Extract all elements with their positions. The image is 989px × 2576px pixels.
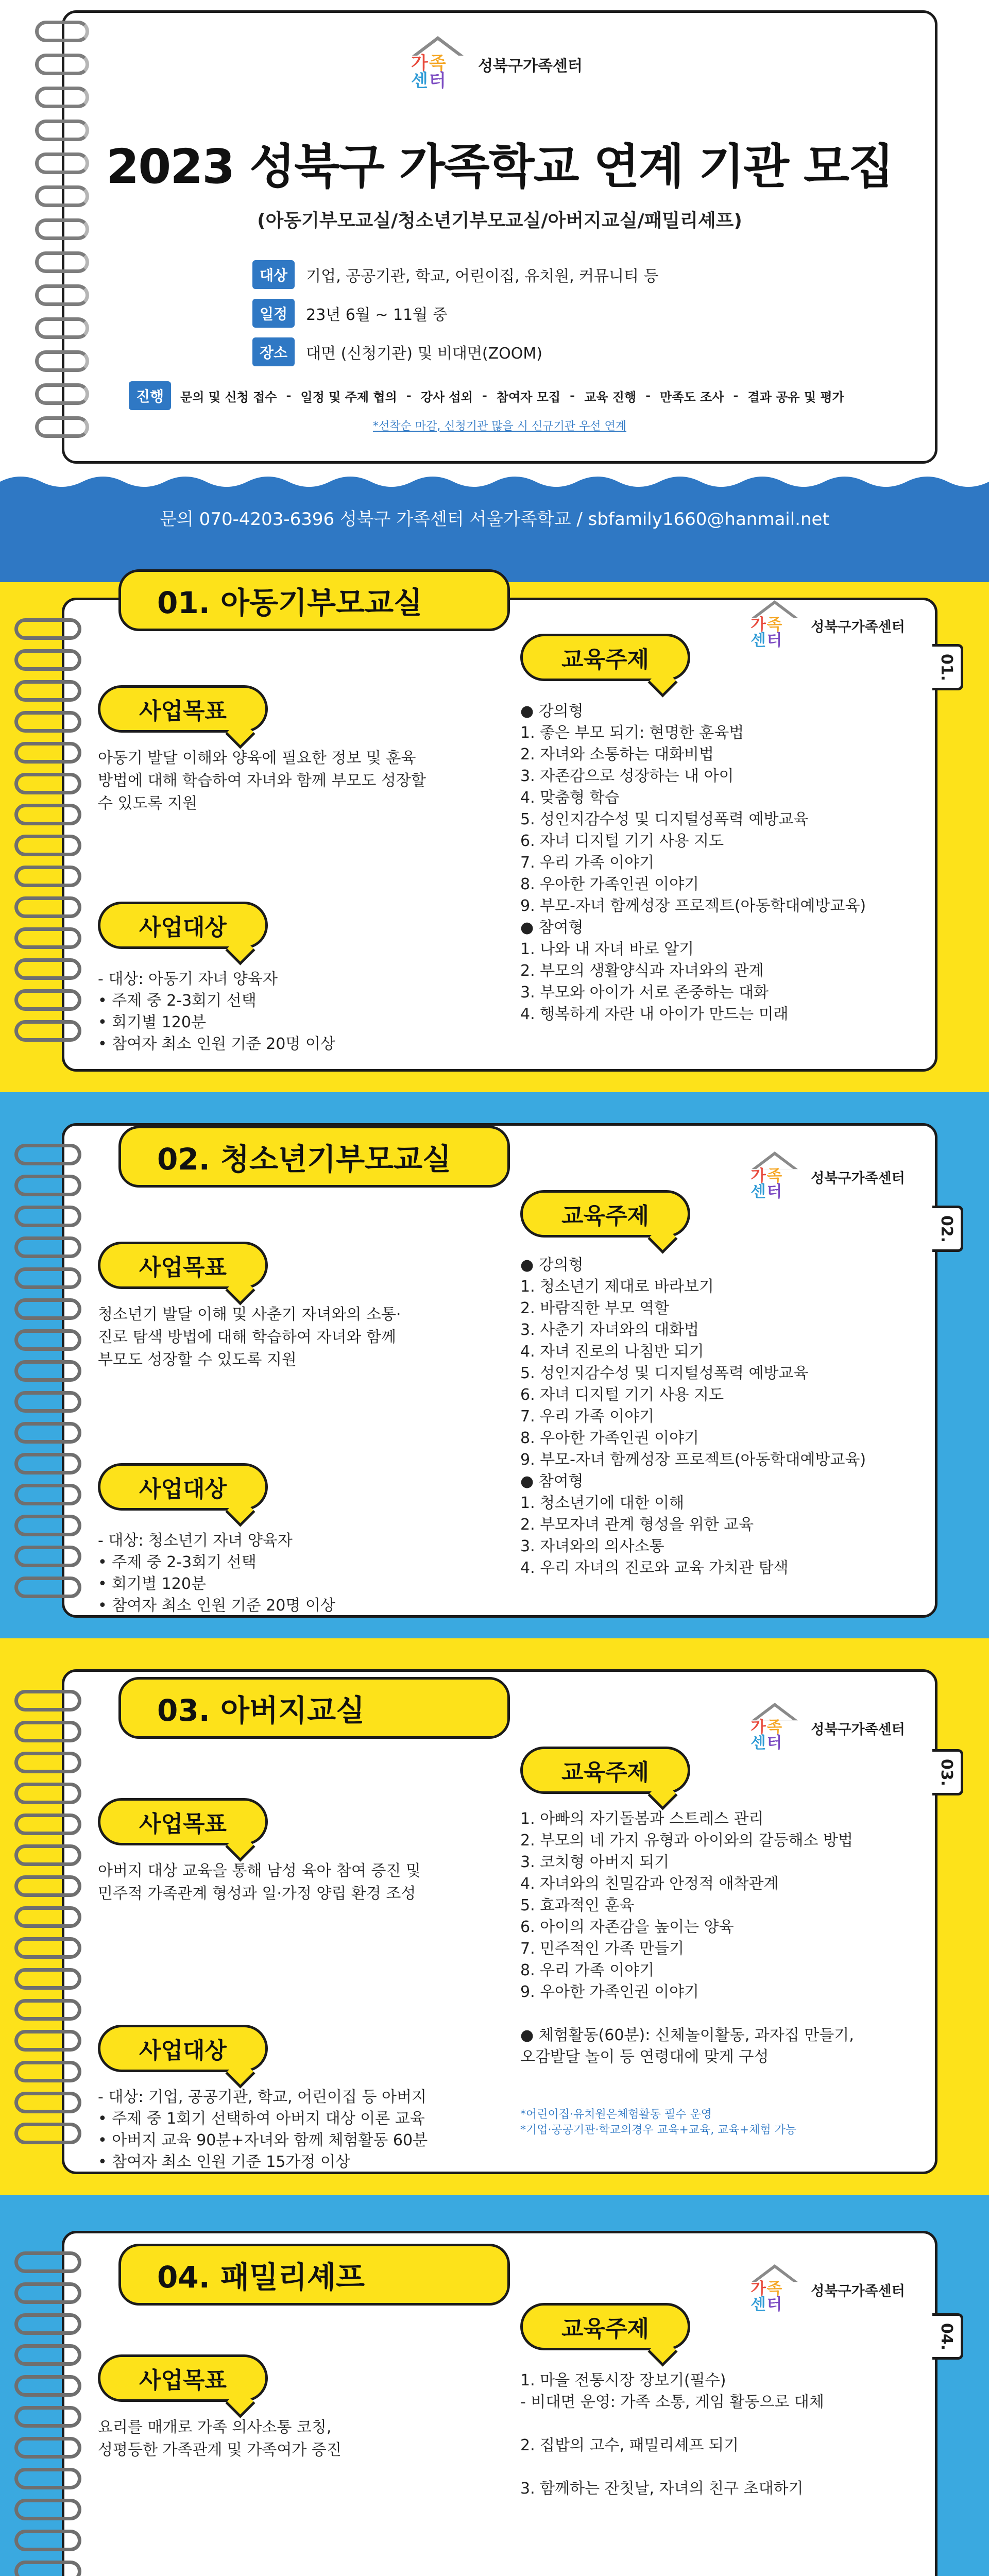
binding-ring — [14, 1515, 81, 1536]
target-list: - 대상: 기업, 공공기관, 학교, 어린이집 등 아버지 • 주제 중 1회기 선택하여 아버지 대상 이론 교육 • 아버지 교육 90분+자녀와 함께 체험활동 60분 • 참여자 최소 인원 기준 15가정 이상 — [98, 2088, 428, 2171]
binding-ring — [35, 251, 89, 273]
binding-ring — [14, 773, 81, 794]
topic-item: 8. 우아한 가족인권 이야기 — [520, 1429, 700, 1447]
binding-ring — [14, 2313, 81, 2335]
spiral-binding — [35, 21, 92, 459]
binding-ring — [14, 1298, 81, 1320]
binding-ring — [35, 21, 89, 42]
binding-ring — [14, 2437, 81, 2459]
topic-item — [520, 2003, 922, 2025]
topic-item: 1. 좋은 부모 되기: 현명한 훈육법 — [520, 724, 744, 742]
info-text: 23년 6월 ~ 11월 중 — [306, 306, 448, 324]
section-number: 02. — [937, 1215, 956, 1243]
binding-ring — [14, 896, 81, 918]
topic-item: 5. 성인지감수성 및 디지털성폭력 예방교육 — [520, 1364, 809, 1382]
topic-item: 4. 자녀 진로의 나침반 되기 — [520, 1343, 704, 1361]
section-number-tab — [932, 2313, 963, 2360]
topic-item: 2. 집밥의 고수, 패밀리셰프 되기 — [520, 2436, 739, 2454]
section-number: 01. — [937, 653, 956, 681]
topic-item: ● 참여형 — [520, 1472, 584, 1490]
info-tag: 대상 — [252, 260, 295, 289]
topic-item: 9. 부모-자녀 함께성장 프로젝트(아동학대예방교육) — [520, 897, 866, 915]
topic-item: 3. 함께하는 잔칫날, 자녀의 친구 초대하기 — [520, 2480, 804, 2498]
binding-ring — [35, 317, 89, 339]
goal-label: 사업목표 — [98, 2354, 268, 2402]
brand-name: 성북구가족센터 — [811, 1170, 905, 1187]
binding-ring — [14, 1206, 81, 1227]
flow-step: 참여자 모집 — [496, 389, 561, 404]
hero-section — [0, 0, 989, 489]
topic-item: 2. 부모의 생활양식과 자녀와의 관계 — [520, 962, 764, 980]
flow-separator: - — [406, 388, 412, 403]
binding-ring — [14, 1783, 81, 1804]
brand-name: 성북구가족센터 — [811, 1721, 905, 1738]
section-number: 03. — [937, 1758, 956, 1786]
binding-ring — [14, 1906, 81, 1928]
goal-label: 사업목표 — [98, 1798, 268, 1845]
target-label: 사업대상 — [98, 2025, 268, 2072]
binding-ring — [14, 989, 81, 1011]
target-label: 사업대상 — [98, 902, 268, 949]
section-number: 04. — [937, 2323, 956, 2350]
binding-ring — [14, 1267, 81, 1289]
binding-ring — [14, 835, 81, 856]
flow-step: 일정 및 주제 협의 — [300, 389, 397, 404]
topic-label: 교육주제 — [520, 634, 690, 681]
binding-ring — [14, 927, 81, 949]
binding-ring — [14, 2406, 81, 2428]
binding-ring — [14, 649, 81, 671]
section-title-pill: 02. 청소년기부모교실 — [118, 1126, 510, 1188]
topic-item: 1. 청소년기에 대한 이해 — [520, 1494, 685, 1512]
info-tag: 일정 — [252, 299, 295, 328]
topic-label: 교육주제 — [520, 1747, 690, 1794]
binding-ring — [14, 2344, 81, 2366]
flow-separator: - — [733, 388, 739, 403]
house-logo-icon: 가족 센터 — [747, 1703, 803, 1754]
topic-item: 3. 부모와 아이가 서로 존중하는 대화 — [520, 984, 769, 1002]
topic-item: 3. 사춘기 자녀와의 대화법 — [520, 1321, 700, 1339]
binding-ring — [14, 1721, 81, 1742]
contact-bar — [0, 489, 989, 582]
topic-item: 6. 아이의 자존감을 높이는 양육 — [520, 1918, 734, 1936]
info-row-place — [252, 337, 542, 366]
binding-ring — [14, 1577, 81, 1598]
section-title-pill: 04. 패밀리셰프 — [118, 2244, 510, 2306]
target-label: 사업대상 — [98, 1463, 268, 1511]
topic-item: 5. 성인지감수성 및 디지털성폭력 예방교육 — [520, 810, 809, 828]
binding-ring — [14, 1175, 81, 1196]
binding-ring — [14, 866, 81, 887]
topic-item: 4. 우리 자녀의 진로와 교육 가치관 탐색 — [520, 1559, 789, 1577]
section-title-pill: 03. 아버지교실 — [118, 1677, 510, 1739]
binding-ring — [14, 1020, 81, 1042]
brand-logo-header — [407, 36, 583, 93]
binding-ring — [14, 1814, 81, 1835]
binding-ring — [14, 2499, 81, 2520]
topic-item: 5. 효과적인 훈육 — [520, 1896, 635, 1914]
binding-ring — [14, 2282, 81, 2304]
target-list: - 대상: 청소년기 자녀 양육자 • 주제 중 2-3회기 선택 • 회기별 120분 • 참여자 최소 인원 기준 20명 이상 — [98, 1532, 335, 1615]
info-tag: 진행 — [129, 381, 171, 410]
binding-ring — [14, 1453, 81, 1475]
topic-item: ● 강의형 — [520, 702, 584, 720]
topic-item: 9. 부모-자녀 함께성장 프로젝트(아동학대예방교육) — [520, 1451, 866, 1469]
topic-item: 오감발달 놀이 등 연령대에 맞게 구성 — [520, 2048, 769, 2066]
topic-item: 3. 자녀와의 의사소통 — [520, 1537, 664, 1555]
binding-ring — [14, 2251, 81, 2273]
wave-divider — [0, 471, 989, 492]
topic-item: 4. 행복하게 자란 내 아이가 만드는 미래 — [520, 1005, 789, 1023]
binding-ring — [14, 2030, 81, 2052]
house-logo-icon: 가족 센터 — [747, 600, 803, 651]
hero-note: *선착순 마감, 신청기관 많을 시 신규기관 우선 연계 — [373, 420, 626, 433]
spiral-binding — [14, 1690, 92, 2164]
page-title: 2023 성북구 가족학교 연계 기관 모집 — [106, 139, 893, 194]
topic-list — [520, 1255, 922, 1579]
binding-ring — [14, 2530, 81, 2551]
binding-ring — [14, 2561, 81, 2576]
topic-list — [520, 701, 922, 1025]
binding-ring — [14, 1422, 81, 1444]
binding-ring — [35, 284, 89, 306]
topic-item: ● 체험활동(60분): 신체놀이활동, 과자집 만들기, — [520, 2026, 854, 2044]
binding-ring — [14, 2123, 81, 2144]
brand-name: 성북구가족센터 — [478, 57, 583, 75]
topic-item: 1. 아빠의 자기돌봄과 스트레스 관리 — [520, 1810, 764, 1828]
section-title-pill: 01. 아동기부모교실 — [118, 569, 510, 631]
goal-text: 청소년기 발달 이해 및 사춘기 자녀와의 소통· 진로 탐색 방법에 대해 학습하여 자녀와 함께 부모도 성장할 수 있도록 지원 — [98, 1306, 401, 1369]
binding-ring — [14, 1144, 81, 1165]
brand-logo — [747, 2264, 905, 2315]
topic-item: 1. 청소년기 제대로 바라보기 — [520, 1278, 714, 1296]
topic-item: 3. 코치형 아버지 되기 — [520, 1853, 670, 1871]
info-text: 기업, 공공기관, 학교, 어린이집, 유치원, 커뮤니티 등 — [306, 267, 659, 285]
binding-ring — [35, 350, 89, 372]
topic-list — [520, 2370, 922, 2500]
binding-ring — [14, 1329, 81, 1351]
topic-item: 1. 마을 전통시장 장보기(필수) — [520, 2371, 726, 2389]
flow-separator: - — [482, 388, 487, 403]
topic-item: 7. 민주적인 가족 만들기 — [520, 1940, 685, 1958]
goal-text: 요리를 매개로 가족 의사소통 코칭, 성평등한 가족관계 및 가족여가 증진 — [98, 2418, 342, 2459]
binding-ring — [14, 742, 81, 764]
topic-label: 교육주제 — [520, 1190, 690, 1238]
binding-ring — [14, 1999, 81, 2021]
section-number-tab — [932, 644, 963, 690]
binding-ring — [14, 1937, 81, 1959]
topic-item: 8. 우아한 가족인권 이야기 — [520, 875, 700, 893]
topic-item: 2. 자녀와 소통하는 대화비법 — [520, 745, 714, 764]
topic-item: 7. 우리 가족 이야기 — [520, 1408, 655, 1426]
flow-separator: - — [645, 388, 651, 403]
info-row-schedule — [252, 299, 448, 328]
house-logo-icon: 가족 센터 — [747, 2264, 803, 2315]
topic-list — [520, 1808, 922, 2068]
binding-ring — [14, 2061, 81, 2082]
topic-item — [520, 2456, 922, 2478]
flow-step: 결과 공유 및 평가 — [747, 389, 844, 404]
binding-ring — [14, 1484, 81, 1505]
topic-item: 8. 우리 가족 이야기 — [520, 1961, 655, 1979]
binding-ring — [14, 2375, 81, 2397]
binding-ring — [14, 1752, 81, 1773]
flow-step: 만족도 조사 — [660, 389, 724, 404]
binding-ring — [14, 618, 81, 640]
flow-step: 교육 진행 — [584, 389, 637, 404]
binding-ring — [14, 1391, 81, 1413]
binding-ring — [35, 87, 89, 108]
process-flow — [129, 381, 844, 410]
info-row-target — [252, 260, 659, 289]
info-text: 대면 (신청기관) 및 비대면(ZOOM) — [306, 345, 542, 363]
page-subtitle: (아동기부모교실/청소년기부모교실/아버지교실/패밀리셰프) — [257, 210, 742, 231]
binding-ring — [35, 54, 89, 75]
topic-item: ● 강의형 — [520, 1256, 584, 1274]
spiral-binding — [14, 618, 92, 1061]
binding-ring — [14, 711, 81, 733]
goal-label: 사업목표 — [98, 685, 268, 733]
topic-item: 9. 우아한 가족인권 이야기 — [520, 1983, 700, 2001]
spiral-binding — [14, 2251, 92, 2576]
house-logo-icon: 가족 센터 — [747, 1151, 803, 1202]
contact-text: 문의 070-4203-6396 성북구 가족센터 서울가족학교 / sbfamily1660@hanmail.net — [160, 509, 829, 530]
target-list: - 대상: 아동기 자녀 양육자 • 주제 중 2-3회기 선택 • 회기별 120분 • 참여자 최소 인원 기준 20명 이상 — [98, 970, 335, 1053]
topic-item — [520, 2413, 922, 2435]
brand-logo — [747, 1151, 905, 1202]
topic-item: 2. 부모의 네 가지 유형과 아이와의 갈등해소 방법 — [520, 1832, 853, 1850]
section-number-tab — [932, 1206, 963, 1252]
topic-item: ● 참여형 — [520, 919, 584, 937]
binding-ring — [14, 2092, 81, 2113]
binding-ring — [14, 1690, 81, 1711]
binding-ring — [14, 804, 81, 825]
brand-logo — [747, 1703, 905, 1754]
topic-item: 2. 부모자녀 관계 형성을 위한 교육 — [520, 1516, 754, 1534]
topic-item: - 비대면 운영: 가족 소통, 게임 활동으로 대체 — [520, 2393, 824, 2411]
topic-item: 6. 자녀 디지털 기기 사용 지도 — [520, 1386, 724, 1404]
flow-separator: - — [286, 388, 292, 403]
binding-ring — [14, 1546, 81, 1567]
brand-name: 성북구가족센터 — [811, 619, 905, 636]
topic-item: 1. 나와 내 자녀 바로 알기 — [520, 940, 694, 958]
goal-text: 아동기 발달 이해와 양육에 필요한 정보 및 훈육 방법에 대해 학습하여 자녀와 함께 부모도 성장할 수 있도록 지원 — [98, 749, 426, 812]
spiral-binding — [14, 1144, 92, 1607]
flow-step: 강사 섭외 — [420, 389, 473, 404]
topic-item: 4. 자녀와의 친밀감과 안정적 애착관계 — [520, 1875, 779, 1893]
topic-item: 4. 맞춤형 학습 — [520, 789, 620, 807]
binding-ring — [14, 1875, 81, 1897]
flow-step: 문의 및 신청 접수 — [180, 389, 277, 404]
binding-ring — [14, 1360, 81, 1382]
binding-ring — [14, 1968, 81, 1990]
brand-name: 성북구가족센터 — [811, 2283, 905, 2300]
house-logo-icon: 가족 센터 — [407, 36, 469, 93]
goal-label: 사업목표 — [98, 1242, 268, 1289]
binding-ring — [14, 680, 81, 702]
binding-ring — [35, 383, 89, 405]
info-tag: 장소 — [252, 337, 295, 366]
binding-ring — [14, 1236, 81, 1258]
section-number-tab — [932, 1749, 963, 1795]
topic-item: 2. 바람직한 부모 역할 — [520, 1299, 670, 1317]
topic-label: 교육주제 — [520, 2303, 690, 2350]
flow-separator: - — [570, 388, 575, 403]
topic-item: 6. 자녀 디지털 기기 사용 지도 — [520, 832, 724, 850]
brand-logo — [747, 600, 905, 651]
goal-text: 아버지 대상 교육을 통해 남성 육아 참여 증진 및 민주적 가족관계 형성과 일·가정 양립 환경 조성 — [98, 1862, 421, 1903]
binding-ring — [14, 958, 81, 980]
topic-notes: *어린이집·유치원은체험활동 필수 운영 *기업·공공기관·학교의경우 교육+교육, 교육+체험 가능 — [520, 2108, 797, 2137]
topic-item: 7. 우리 가족 이야기 — [520, 854, 655, 872]
topic-item: 3. 자존감으로 성장하는 내 아이 — [520, 767, 734, 785]
binding-ring — [14, 2468, 81, 2489]
binding-ring — [14, 1844, 81, 1866]
